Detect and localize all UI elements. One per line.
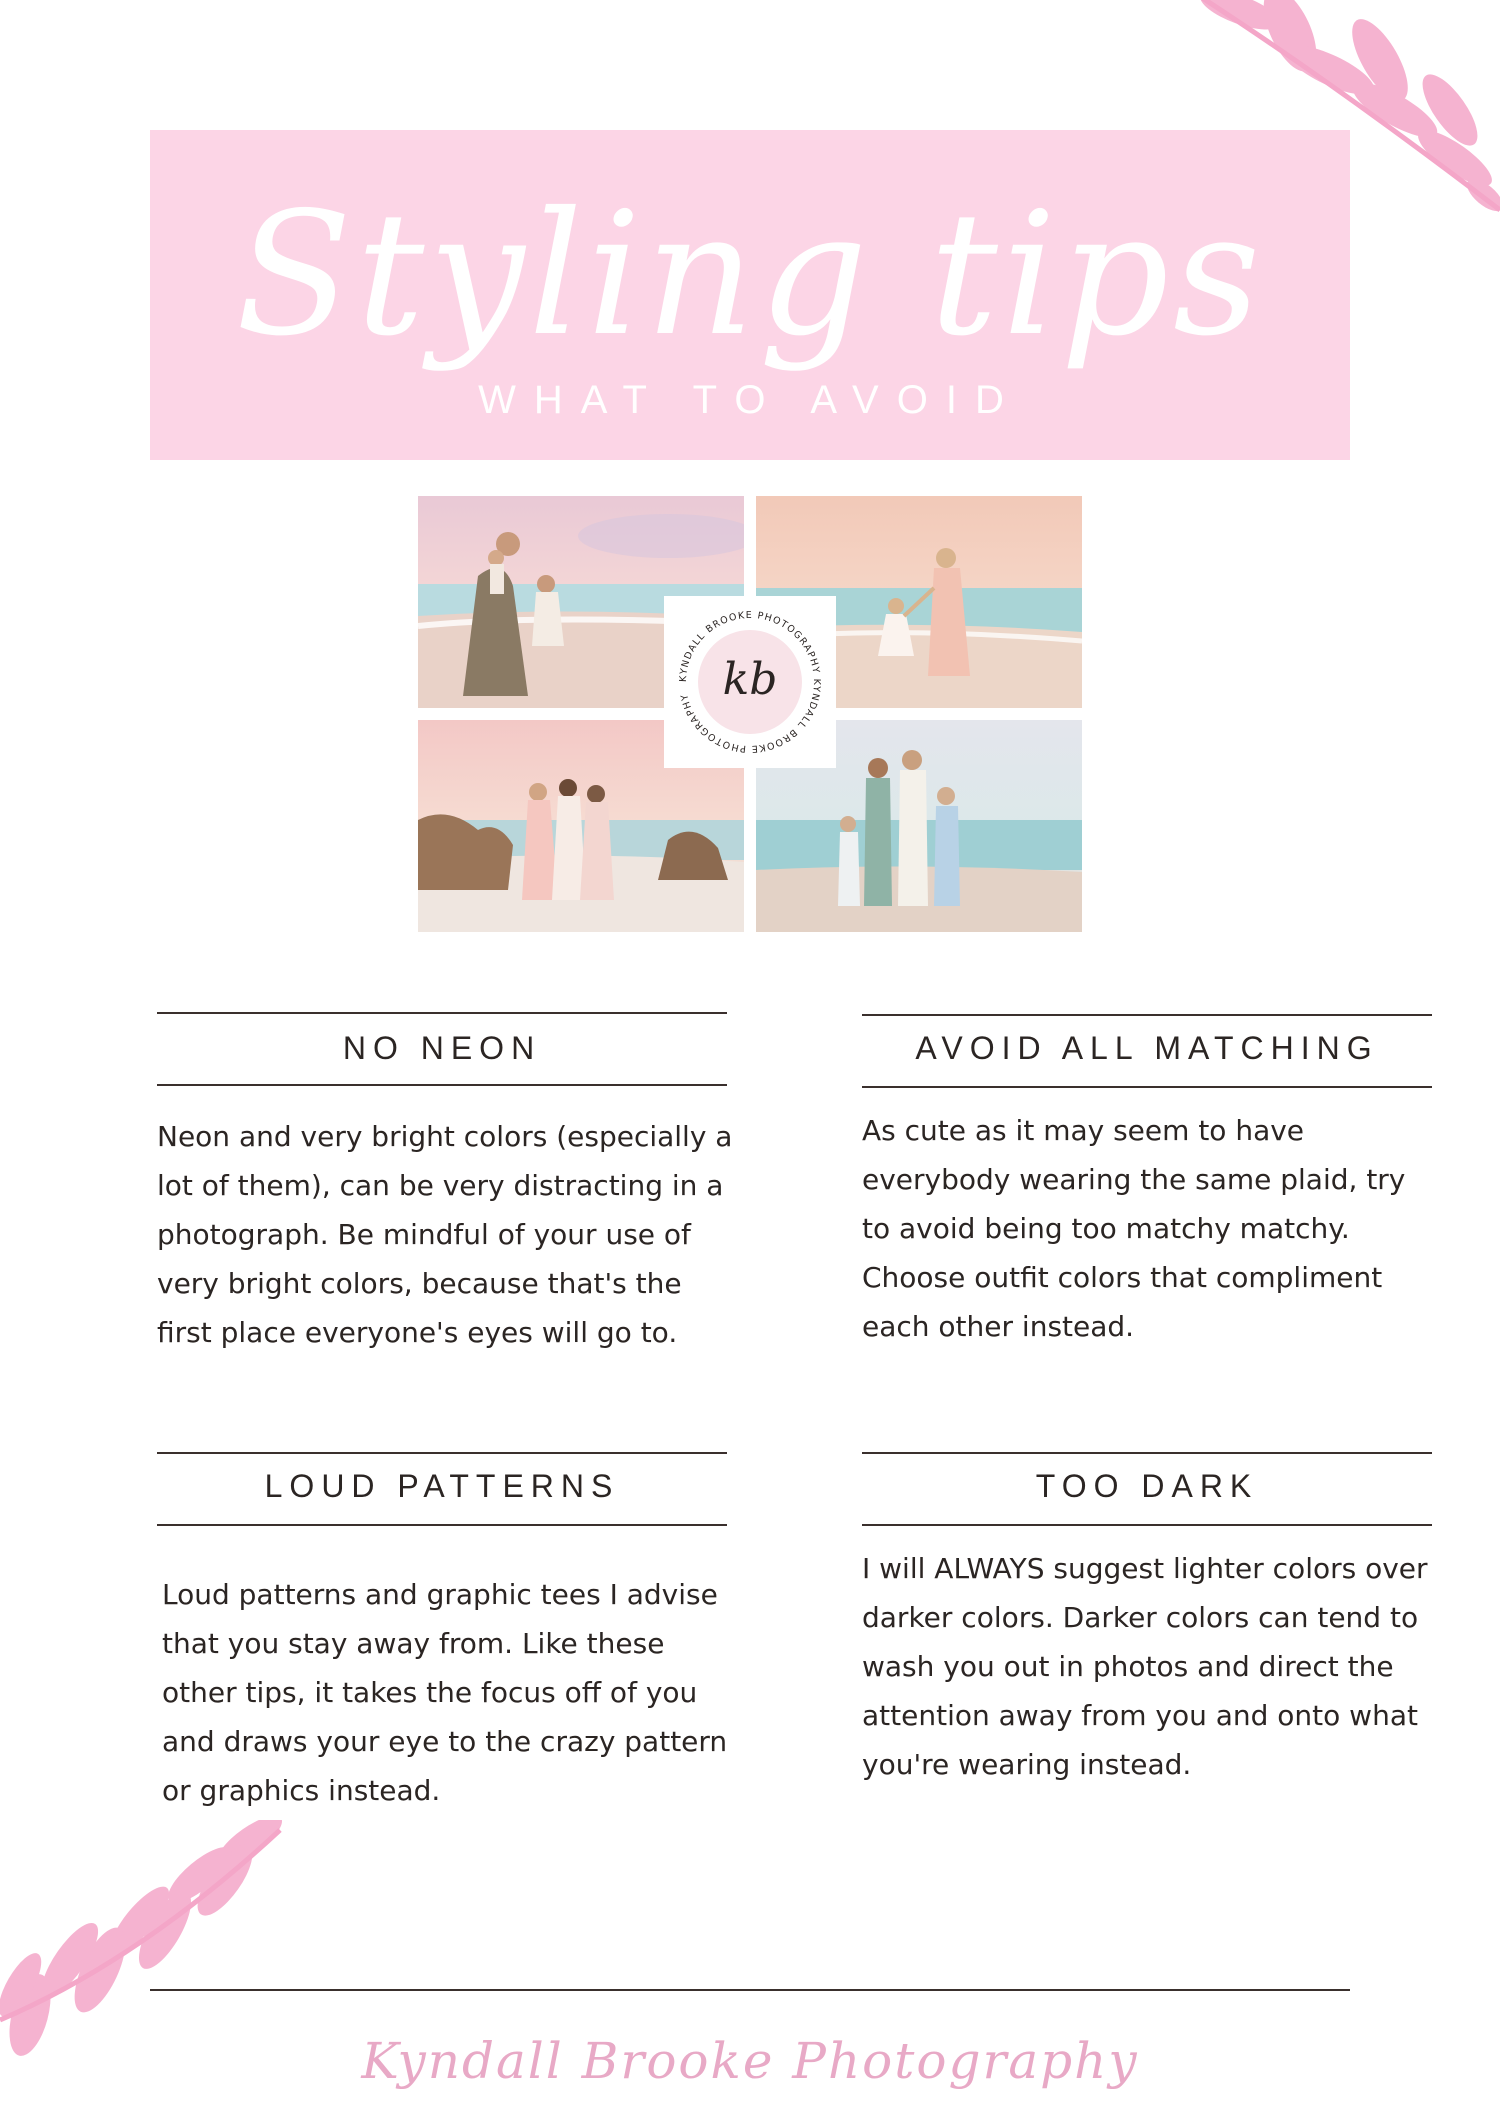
section-title: NO NEON [342, 1030, 542, 1066]
section-top-rule [862, 1014, 1432, 1016]
section-top-rule [157, 1452, 727, 1454]
photo-collage [418, 496, 1082, 932]
logo-ring-text: KYNDALL BROOKE PHOTOGRAPHY KYNDALL BROOKE PHOTOGRAPHY [677, 609, 823, 755]
section-bottom-rule [157, 1524, 727, 1526]
brand-logo [664, 596, 836, 768]
logo-monogram: kb [722, 654, 778, 705]
section-body: As cute as it may seem to have everybody wearing the same plaid, try to avoid being too matchy matchy. Choose outfit colors that compliment each other instead. [862, 1114, 1406, 1343]
section-bottom-rule [157, 1084, 727, 1086]
section-top-rule [862, 1452, 1432, 1454]
section-title: TOO DARK [1035, 1468, 1259, 1504]
header-banner [150, 130, 1350, 460]
section-title: LOUD PATTERNS [264, 1468, 620, 1504]
section-top-rule [157, 1012, 727, 1014]
page-subtitle: WHAT TO AVOID [478, 378, 1022, 422]
section-title: AVOID ALL MATCHING [915, 1030, 1379, 1066]
section-bottom-rule [862, 1086, 1432, 1088]
section-body: Neon and very bright colors (especially a lot of them), can be very distracting in a photograph. Be mindful of your use of very bright colors, because that's the first place everyone's eyes will go to. [157, 1120, 733, 1349]
section-bottom-rule [862, 1524, 1432, 1526]
footer-signature: Kyndall Brooke Photography [361, 2032, 1139, 2090]
section-body: I will ALWAYS suggest lighter colors over darker colors. Darker colors can tend to wash you out in photos and direct the attention away from you and onto what you're wearing instead. [862, 1552, 1428, 1781]
page-title: Styling tips [235, 176, 1265, 374]
footer-rule [150, 1989, 1350, 1991]
section-body: Loud patterns and graphic tees I advise that you stay away from. Like these other tips, it takes the focus off of you and draws your eye to the crazy pattern or graphics instead. [162, 1578, 728, 1807]
